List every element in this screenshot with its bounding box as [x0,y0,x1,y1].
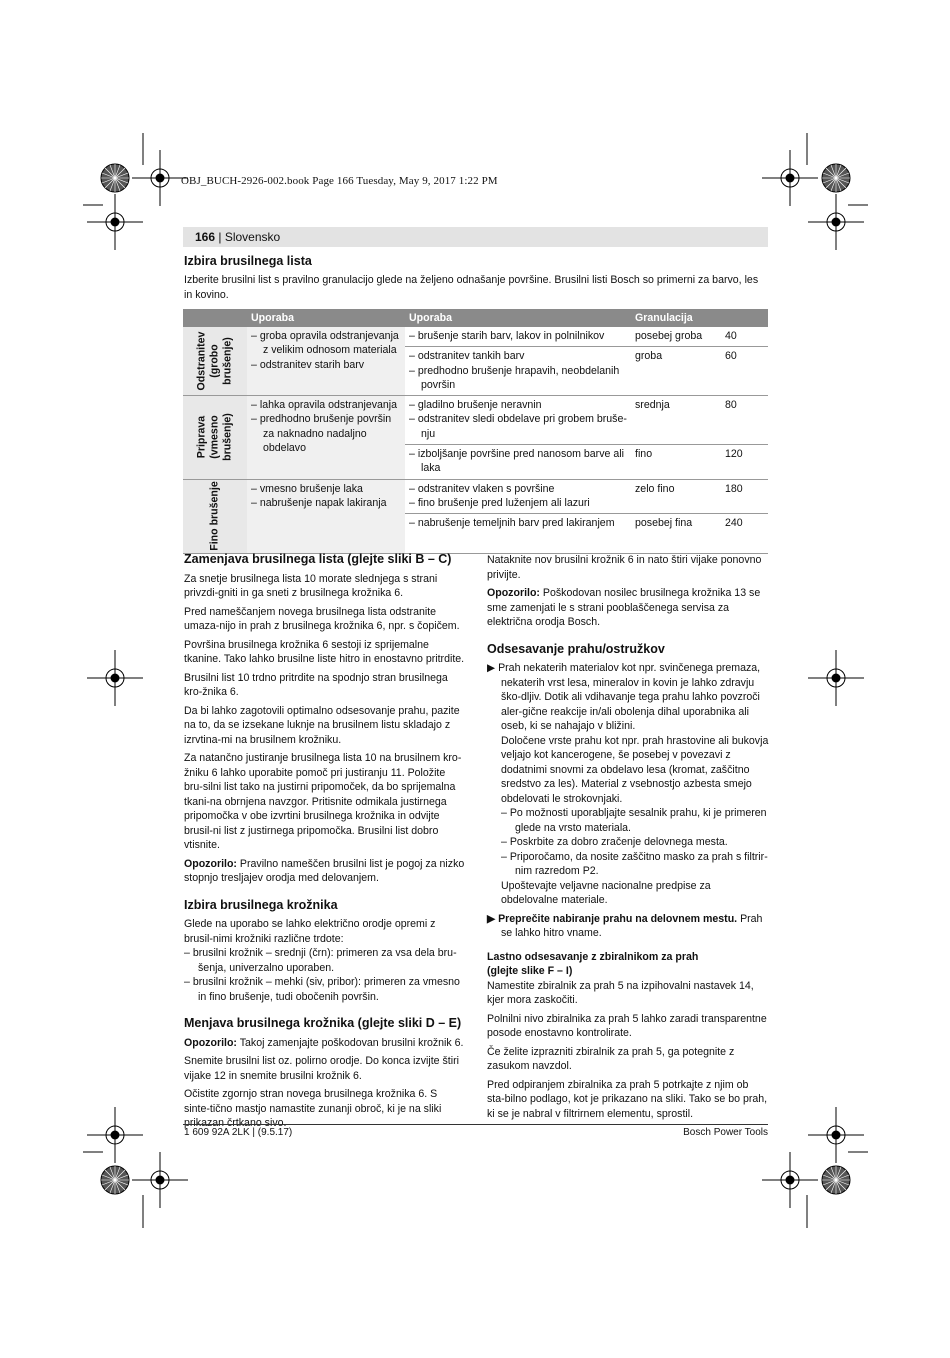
warning-bullet: ▶ Prah nekaterih materialov kot npr. svinčenega premaza, nekaterih vrst lesa, mineralov in kovin je lahko zdravju ško-dljiv. Dotik ali vdihavanje tega prahu lahko povzroči aler-gične reakcije in/ali obolenja dihal uporabnika ali oseb, ki se nahajajo v bližini. [487,662,761,732]
grit-number: 60 [721,347,768,396]
group-usage: – vmesno brušenje laka – nabrušenje napak lakiranja [247,479,405,554]
section-title: Menjava brusilnega krožnika (glejte sliki D – E) [184,1016,462,1030]
subsection-title: Lastno odsesavanje z zbiralnikom za prah (glejte slike F – I) [487,950,699,977]
granulation-cell: zelo fino [631,479,721,514]
group-label-prep: Priprava (vmesno brušenje) [183,396,247,479]
application-cell: – gladilno brušenje neravnin – odstranitev sledi obdelave pri grobem bruše-nju [405,396,631,445]
list-item: – Poskrbite za dobro zračenje delovnega mesta. [501,836,728,848]
page-number: 166 [195,230,216,244]
paragraph: Upoštevajte veljavne nacionalne predpise za obdelovalne materiale. [501,879,711,906]
section-title: Odsesavanje prahu/ostružkov [487,641,665,656]
application-cell: – nabrušenje temeljnih barv pred lakiranjem [405,514,631,554]
footer-rule [183,1124,768,1125]
note: Opozorilo: Pravilno nameščen brusilni list je pogoj za nizko stopnjo tresljajev orodja med delovanjem. [184,857,465,884]
application-cell: – izboljšanje površine pred nanosom barve ali laka [405,445,631,480]
page-header: 166 | Slovensko [183,227,768,247]
grit-number: 180 [721,479,768,514]
paragraph: Snemite brusilni list oz. polirno orodje. Do konca izvijte štiri vijake 12 in snemite brusilni krožnik 6. [184,1055,459,1082]
paragraph: Za snetje brusilnega lista 10 morate slednjega s strani privzdi-gniti in ga sneti z brusilnega krožnika 6. [184,572,438,599]
application-cell: – odstranitev vlaken s površine – fino brušenje pred luženjem ali lazuri [405,479,631,514]
paragraph: Če želite izprazniti zbiralnik za prah 5, ga potegnite z zasukom navzdol. [487,1045,735,1072]
group-label-fine: Fino brušenje [183,479,247,554]
paragraph: Za natančno justiranje brusilnega lista 10 na brusilnem kro-žniku 6 lahko uporabite pomoč pri justiranju 11. Položite bru-silni list tako na justirni pripomoček, da bo sprijemalna tkani-na obrnjena navzgor. Pritisnite odmikala justirnega pripomočka v obe izvrtini brusilnega krožnika in odvijte brusil-ni list z justirnega pripomočka. Brusilni list dobro vtisnite. [184,752,462,851]
group-usage: – groba opravila odstranjevanja z velikim odnosom materiala – odstranitev starih barv [247,327,405,396]
note: Opozorilo: Poškodovan nosilec brusilnega krožnika 13 se sme zamenjati le s strani pooblaščenega servisa za električna orodja Bosch. [487,587,761,628]
grit-number: 120 [721,445,768,480]
paragraph: Glede na uporabo se lahko električno orodje opremi z brusil-nimi krožniki različne trdote: [184,918,436,945]
grit-number: 80 [721,396,768,445]
note: Opozorilo: Takoj zamenjajte poškodovan brusilni krožnik 6. [184,1036,464,1049]
warning-bullet: ▶ Preprečite nabiranje prahu na delovnem mestu. Prah se lahko hitro vname. [487,912,763,939]
granulation-cell: groba [631,347,721,396]
footer-left: 1 609 92A 2LK | (9.5.17) [184,1127,293,1138]
intro-title: Izbira brusilnega lista [184,254,312,268]
group-label-coarse: Odstranitev (grobo brušenje) [183,327,247,396]
list-item: – Priporočamo, da nosite zaščitno masko za prah s filtrir-nim razredom P2. [501,850,768,877]
footer-right: Bosch Power Tools [683,1127,768,1138]
application-cell: – odstranitev tankih barv – predhodno brušenje hrapavih, neobdelanih površin [405,347,631,396]
group-usage: – lahka opravila odstranjevanja – predhodno brušenje površin za naknadno nadaljno obdelavo [247,396,405,479]
paragraph: Pred odpiranjem zbiralnika za prah 5 potrkajte z njim ob sta-bilno podlago, kot je prikazano na sliki. Tako se bo prah, ki se je nabral v filtrirnem elementu, sprostil. [487,1078,768,1120]
header-empty [183,309,247,327]
header-num [721,309,768,327]
header-usage-1: Uporaba [247,309,405,327]
paragraph: Površina brusilnega krožnika 6 sestoji iz sprijemalne tkanine. Tako lahko brusilne liste hitro in enostavno pritrdite. [184,638,465,665]
paragraph: Namestite zbiralnik za prah 5 na izpihovalni nastavek 14, kjer mora zaskočiti. [487,979,754,1006]
list-item: – brusilni krožnik – mehki (siv, pribor): primeren za vmesno in fino brušenje, tudi obočenih površin. [184,976,460,1003]
granulation-table [183,309,768,554]
paragraph: Očistite zgornjo stran novega brusilnega krožnika 6. S sinte-tično mastjo namastite zunanji obroč, ki je na sliki prikazan črtkano sivo. [184,1088,442,1129]
application-cell: – brušenje starih barv, lakov in polnilnikov [409,330,605,342]
paragraph: Polnilni nivo zbiralnika za prah 5 lahko zaradi transparentne posode enostavno kontrolirate. [487,1012,767,1039]
paragraph: Pred nameščanjem novega brusilnega lista odstranite umaza-nijo in prah z brusilnega krožnika 6, npr. s čopičem. [184,605,460,632]
header-granulation: Granulacija [631,309,721,327]
granulation-cell: fino [631,445,721,480]
grit-number: 40 [725,330,737,342]
paragraph: Brusilni list 10 trdno pritrdite na spodnjo stran brusilnega kro-žnika 6. [184,671,448,698]
paragraph: Določene vrste prahu kot npr. prah hrastovine ali bukovja veljajo kot kancerogene, še posebej v povezavi z dodatnimi snovmi za obdelavo lesa (kromat, zaščitno sredstvo za les). Material z vsebnostjo azbesta smejo obdelovati le strokovnjaki. [501,734,769,805]
grit-number: 240 [721,514,768,554]
list-item: – Po možnosti uporabljajte sesalnik prahu, ki je primeren glede na vrsto materiala. [501,807,767,834]
list-item: – brusilni krožnik – srednji (črn): primeren za vsa dela bru-šenja, univerzalno uporaben. [184,947,457,974]
section-title: Izbira brusilnega krožnika [184,897,338,912]
intro-text: Izberite brusilni list s pravilno granulacijo glede na željeno odnašanje površine. Brusilni listi Bosch so primerni za barvo, les in kovino. [184,274,759,301]
granulation-cell: posebej fina [631,514,721,554]
book-info-line: OBJ_BUCH-2926-002.book Page 166 Tuesday, May 9, 2017 1:22 PM [181,175,498,187]
paragraph: Da bi lahko zagotovili optimalno odsesovanje prahu, pazite na to, da se izsekane luknje na brusilnem listu skladajo z izrvtina-mi na brusilnem krožniku. [184,704,460,746]
paragraph: Nataknite nov brusilni krožnik 6 in nato štiri vijake ponovno privijte. [487,554,762,581]
left-column [184,552,466,1135]
granulation-cell: srednja [631,396,721,445]
section-name: Slovensko [224,230,281,244]
right-column [487,553,769,1125]
header-usage-2: Uporaba [405,309,631,327]
section-title: Zamenjava brusilnega lista (glejte sliki B – C) [184,552,452,566]
granulation-cell: posebej groba [635,330,703,342]
